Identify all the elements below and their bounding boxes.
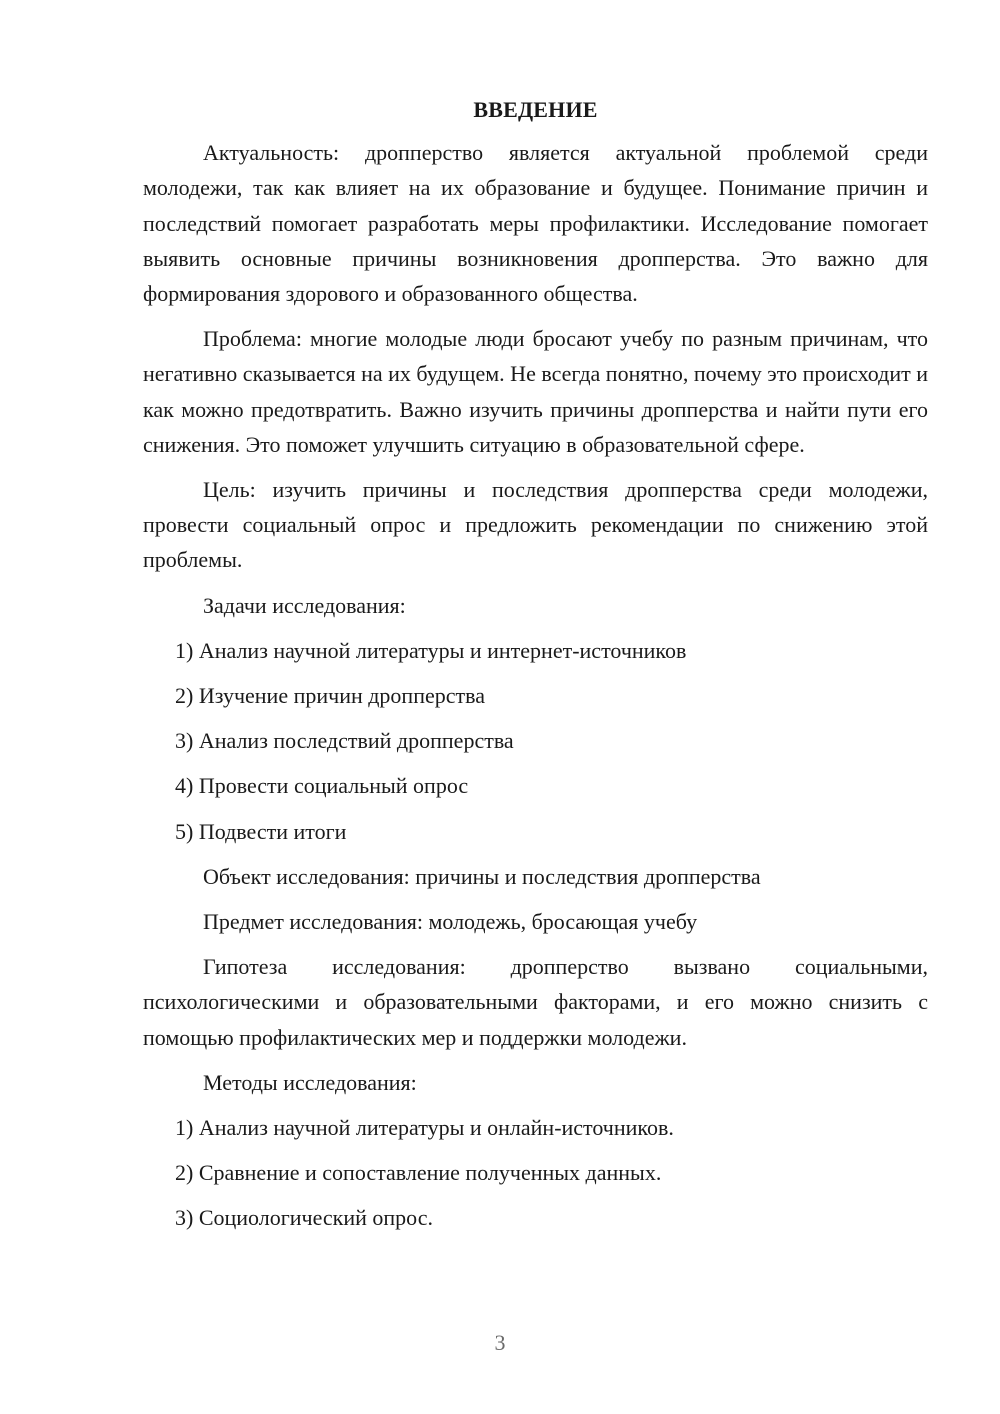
object-line: Объект исследования: причины и последствия дропперства [203,863,761,889]
tasks-list [143,633,928,849]
page-number: 3 [494,1330,506,1355]
goal-paragraph: Цель: изучить причины и последствия дропперства среди молодежи, провести социальный опрос и предложить рекомендации по снижению этой проблемы. [143,477,928,573]
document-page [143,92,928,1246]
subject-line: Предмет исследования: молодежь, бросающая учебу [203,909,698,935]
list-item: 4) Провести социальный опрос [175,773,469,799]
list-item: 1) Анализ научной литературы и интернет-источников [175,637,687,663]
list-item: 5) Подвести итоги [175,818,347,844]
list-item: 2) Сравнение и сопоставление полученных данных. [175,1160,662,1186]
list-item: 3) Социологический опрос. [175,1205,433,1231]
problem-paragraph: Проблема: многие молодые люди бросают учебу по разным причинам, что негативно сказывается на их будущем. Не всегда понятно, почему это происходит и как можно предотвратить. Важно изучить причины дропперства и найти пути его снижения. Это поможет улучшить ситуацию в образовательной сфере. [143,326,928,457]
list-item: 2) Изучение причин дропперства [175,683,485,709]
list-item: 3) Анализ последствий дропперства [175,728,514,754]
relevance-paragraph: Актуальность: дропперство является актуальной проблемой среди молодежи, так как влияет на их образование и будущее. Понимание причин и последствий помогает разработать меры профилактики. Исследование помогает выявить основные причины возникновения дропперства. Это важно для формирования здорового и образованного общества. [143,140,928,307]
methods-heading: Методы исследования: [203,1069,417,1095]
document-title: ВВЕДЕНИЕ [473,97,598,122]
methods-list [143,1110,928,1236]
list-item: 1) Анализ научной литературы и онлайн-источников. [175,1115,674,1141]
tasks-heading: Задачи исследования: [203,592,406,618]
hypothesis-paragraph: Гипотеза исследования: дропперство вызвано социальными, психологическими и образовательными факторами, и его можно снизить с помощью профилактических мер и поддержки молодежи. [143,954,928,1050]
